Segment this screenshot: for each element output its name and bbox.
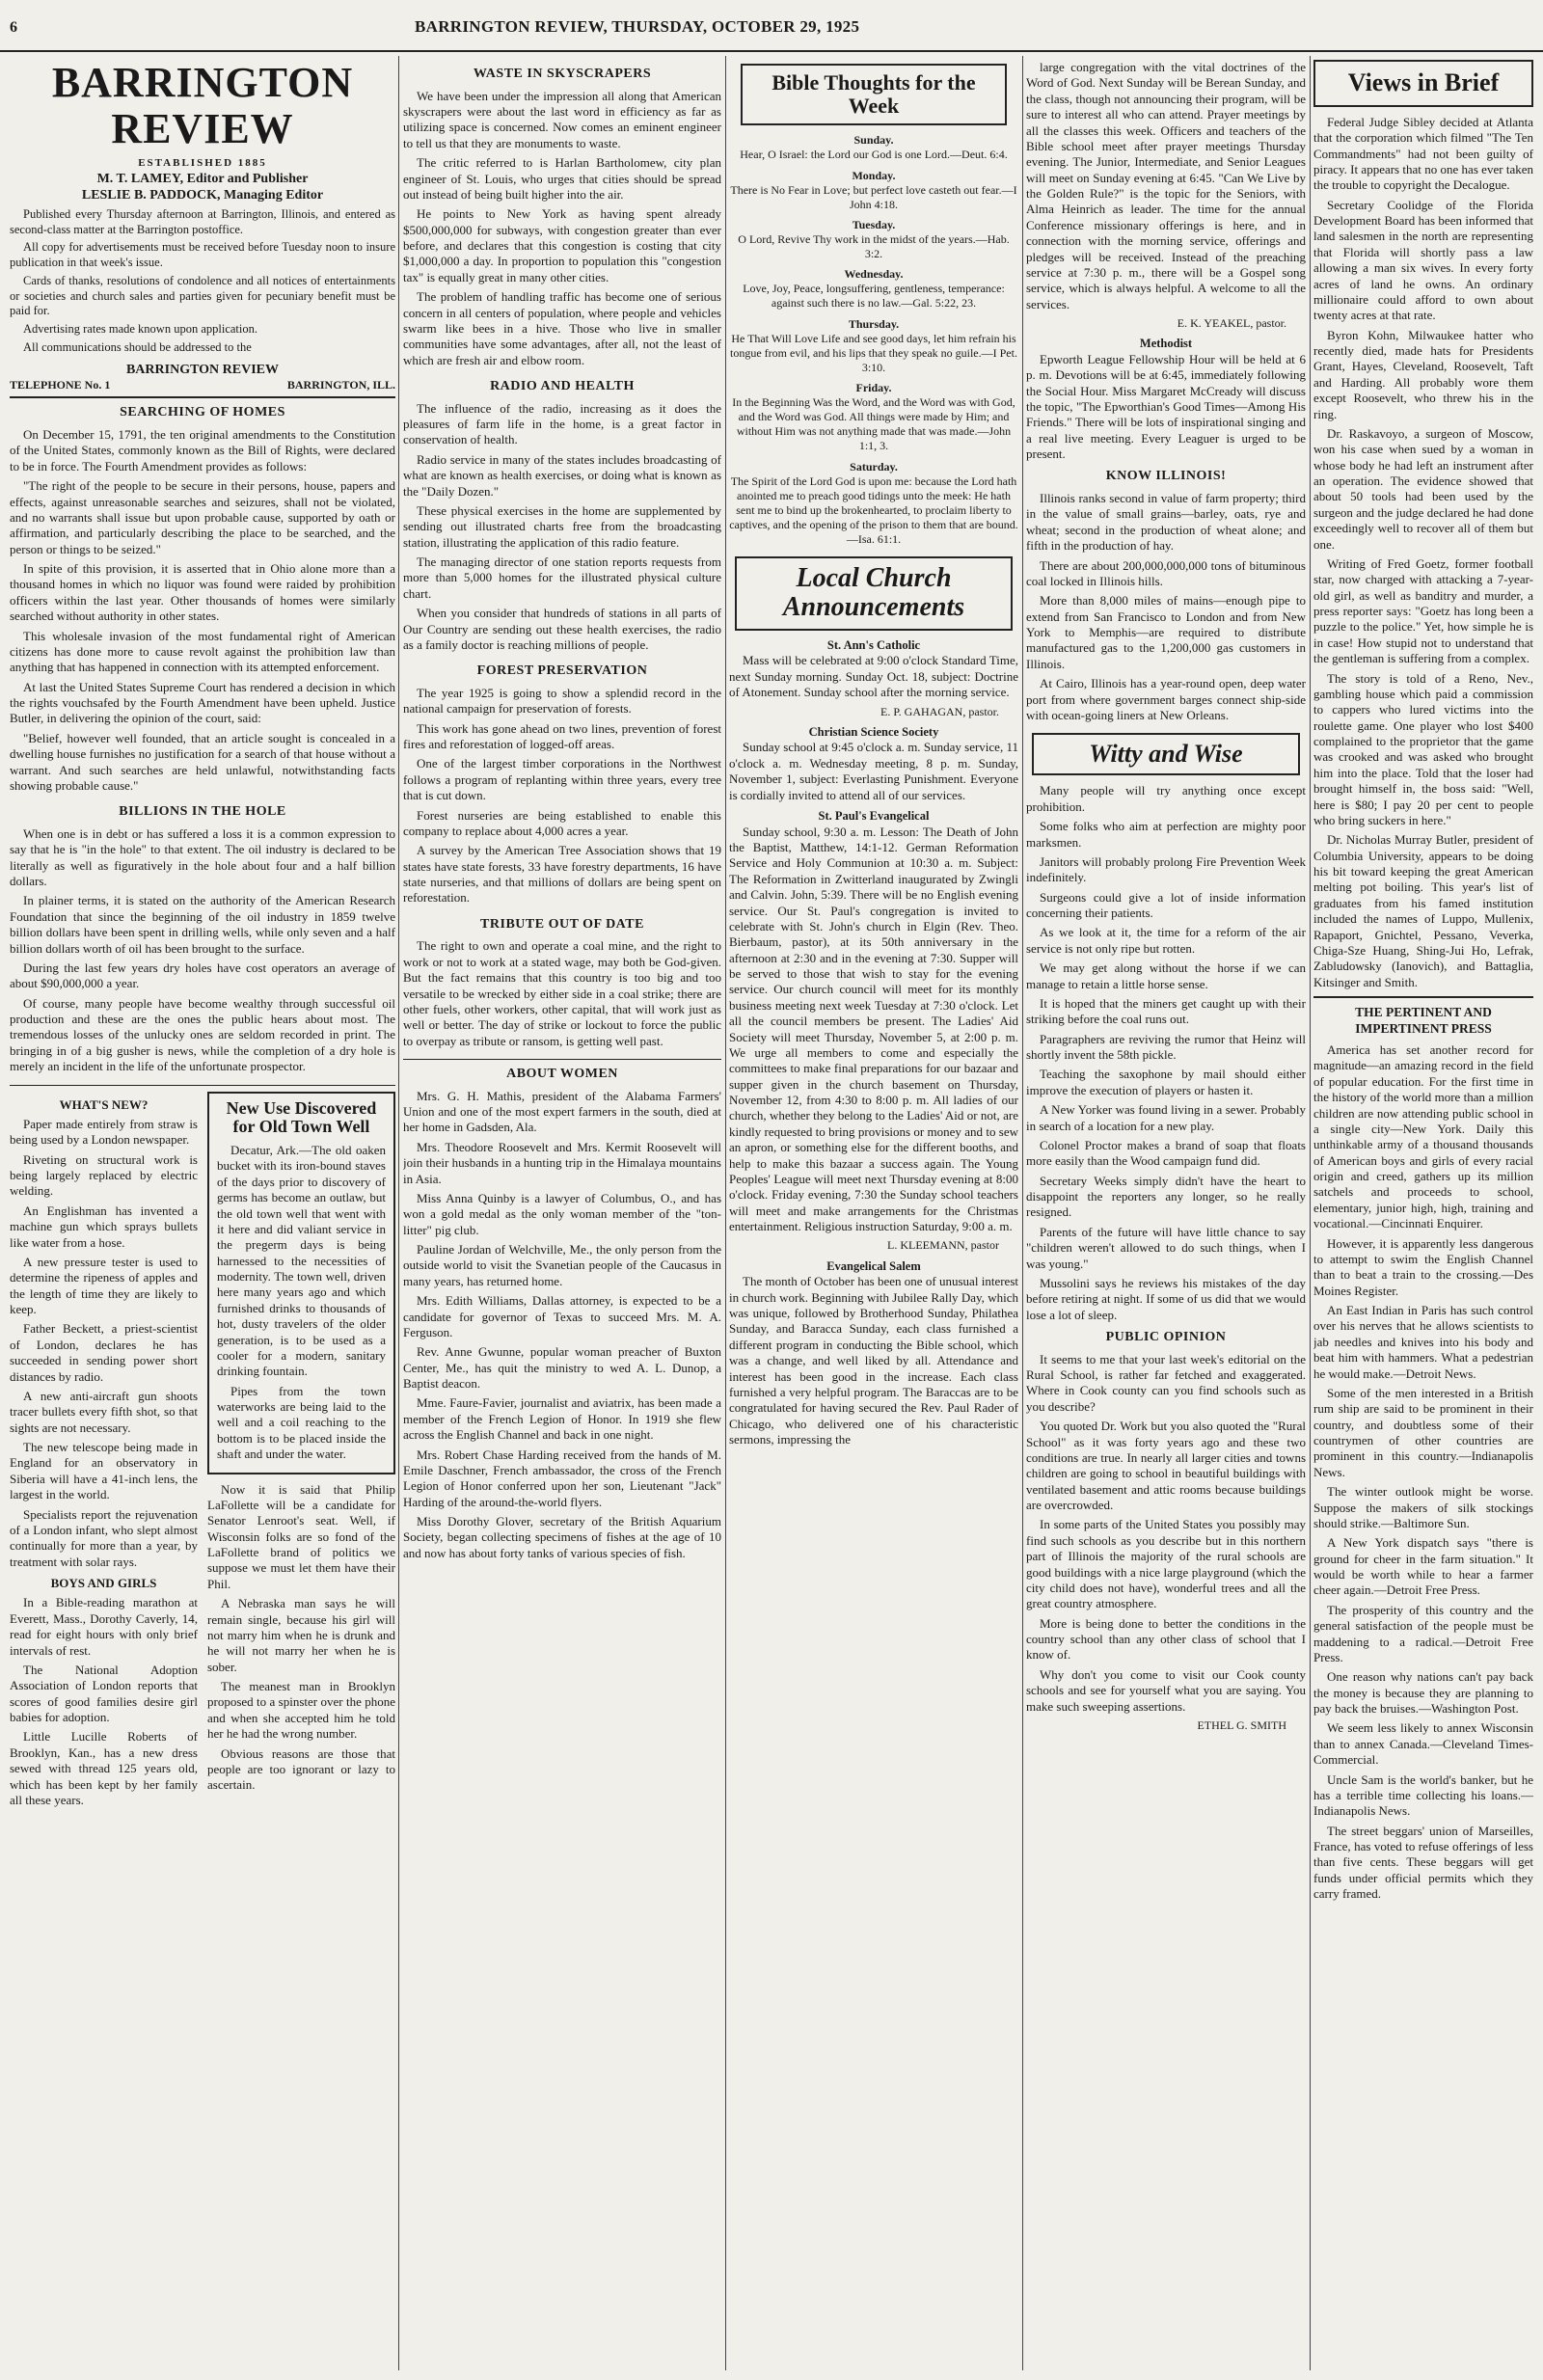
verse: In the Beginning Was the Word, and the Word was with God, and the Word was God. All things were made by Him; and without Him was not anything made that was made.—John 1:1, 3. [732, 395, 1015, 453]
page-number: 6 [10, 19, 17, 36]
box-body [217, 1143, 386, 1463]
witty-wise-list [1026, 783, 1306, 1323]
church-signature: E. K. YEAKEL, pastor. [1177, 316, 1286, 330]
column-2 [403, 60, 721, 2370]
paragraph: This wholesale invasion of the most fundamental right of American citizens has done more to cause revolt against the prohibition law than anything that has happened in connection with its attempted enforcement. [10, 628, 395, 675]
church-name: Methodist [1139, 337, 1193, 351]
list-item: Mussolini says he reviews his mistakes of the day before retiring at night. If some of us did that we would lose a lot of sleep. [1026, 1275, 1306, 1322]
paragraph: The critic referred to is Harlan Bartholomew, city plan engineer of St. Louis, who urges that cities should be spread out instead of being built higher into the air. [403, 155, 721, 202]
witty-wise-banner: Witty and Wise [1032, 733, 1300, 775]
paragraph: Why don't you come to visit our Cook county schools and see for yourself what you are saying. You make such sweeping assertions. [1026, 1666, 1306, 1714]
box-title: New Use Discovered for Old Town Well [226, 1097, 377, 1137]
list-item: Writing of Fred Goetz, former football star, now charged with attacking a 7-year-old girl, as well as banditry and murder, a press reporter says: "Goetz has long been a puzzle to the police." Yet, how simple he is in case! How stupid not to understand that the gentleman is suffering from a complex. [1313, 555, 1533, 666]
bible-thoughts [729, 133, 1018, 547]
verse: There is No Fear in Love; but perfect love casteth out fear.—I John 4:18. [730, 182, 1017, 211]
masthead-title: BARRINGTON REVIEW [51, 60, 354, 153]
church-signature: L. KLEEMANN, pastor [887, 1238, 999, 1253]
paragraph: When you consider that hundreds of stations in all parts of Our Country are sending out these health exercises, the radio as a family doctor is reaching millions of people. [403, 606, 721, 652]
list-item: Little Lucille Roberts of Brooklyn, Kan., has a new dress sewed with thread 125 years old, which has been kept by her family all these years. [10, 1729, 198, 1807]
editor-line: M. T. LAMEY, Editor and Publisher [96, 171, 309, 186]
list-item: Teaching the saxophone by mail should either improve the execution of players or hasten it. [1026, 1067, 1306, 1097]
list-item: Federal Judge Sibley decided at Atlanta that the corporation which filmed "The Ten Commandments" had not been guilty of piracy. It appears that no one has ever taken the trouble to copyright the Decalogue. [1313, 114, 1533, 193]
column-3 [729, 60, 1018, 2370]
list-item: The winter outlook might be worse. Suppose the makers of silk stockings should strike.—Baltimore Sun. [1313, 1484, 1533, 1530]
paragraph: It seems to me that your last week's editorial on the Rural School, is rather far fetched and exaggerated. Where in Cook county can you find schools such as you describe? [1026, 1351, 1306, 1414]
day-label: Saturday. [850, 459, 898, 473]
paragraph: We have been under the impression all along that American skyscrapers were about the last word in efficiency as far as utilizing space is concerned. Now comes an eminent engineer to tell us that they are monuments to waste. [403, 88, 721, 150]
column-5 [1313, 60, 1533, 2370]
paragraph: The influence of the radio, increasing as it does the pleasures of farm life in the home, is a great factor in conservation of health. [403, 400, 721, 447]
cards-notice: Cards of thanks, resolutions of condolence and all notices of entertainments or societies and church sales and parties given for pecuniary benefit must be paid for. [10, 273, 395, 318]
paragraph: The managing director of one station reports requests from more than 5,000 homes for the illustrated physical culture chart. [403, 554, 721, 601]
list-item: It is hoped that the miners get caught up with their striking before the coal runs out. [1026, 995, 1306, 1027]
paragraph: In spite of this provision, it is asserted that in Ohio alone more than a thousand homes in which no liquor was found were raided by prohibition officers within the last year. Other thousands of homes were similarly searched without authority in other states. [10, 561, 395, 624]
list-item: We seem less likely to annex Wisconsin than to annex Canada.—Cleveland Times-Commercial. [1313, 1720, 1533, 1768]
communications-notice: All communications should be addressed to the [23, 339, 252, 354]
list-item: Dr. Nicholas Murray Butler, president of Columbia University, appears to be doing his bit toward keeping the great American melting pot boiling. This year's list of graduates from his famed institution included the names of Luppo, Mullenix, Rapaport, Gnichtel, Pessano, Veverka, Chiga-Sze Huang, Shing-Jui Ho, Lefrak, Zabludowsky (Ianovich), and Battaglia, Kitsinger and Smith. [1313, 832, 1533, 989]
rates-notice: Advertising rates made known upon application. [23, 322, 257, 337]
editorial-searching-homes [10, 404, 395, 794]
paragraph: More is being done to better the conditions in the country school than any other class of school that I know of. [1026, 1615, 1306, 1663]
article-body [403, 686, 721, 906]
article-title: RADIO AND HEALTH [490, 379, 635, 393]
article-body [403, 89, 721, 368]
article-title: PUBLIC OPINION [1105, 1330, 1227, 1345]
paragraph: On December 15, 1791, the ten original amendments to the Constitution of the United States, commonly known as the Bill of Rights, were declared to be in force. The Fourth Amendment provides as follows: [10, 427, 395, 473]
church-name: Evangelical Salem [826, 1258, 921, 1273]
paragraph: The problem of handling traffic has become one of serious concern in all centers of population, where people and vehicles swarm like bees in a hive. Those who live in smaller communities have some advantages, after all, not the least of which are fresh air and elbow room. [403, 289, 721, 367]
column-1 [10, 60, 395, 2370]
list-item: America has set another record for magnitude—an amazing record in the field of popular education. For the first time in the history of the world more than a million children are now attending public school in a single city—New York. Daily this unthinkable army of a thousand thousands of American boys and girls of every racial origin and creed, gathers up its million satchels and proceeds to school, elementary, junior high, high, training and vocational.—Cincinnati Enquirer. [1313, 1042, 1533, 1231]
established: ESTABLISHED 1885 [138, 156, 267, 169]
know-illinois [1026, 468, 1306, 723]
column-rule [725, 56, 726, 2370]
column-4 [1026, 60, 1306, 2370]
church-announcements [729, 638, 1018, 1448]
list-item: Secretary Weeks simply didn't have the heart to disappoint the reporters any longer, so he really resigned. [1026, 1173, 1306, 1220]
verse: The Spirit of the Lord God is upon me: because the Lord hath anointed me to preach good tidings unto the meek: He hath sent me to bind up the brokenhearted, to proclaim liberty to captives, and the opening of the prison to them that are bound.—Isa. 61:1. [729, 473, 1018, 547]
divider [403, 1059, 721, 1060]
article-title: TRIBUTE OUT OF DATE [480, 916, 644, 932]
day-label: Wednesday. [844, 267, 904, 282]
article-body [1026, 1352, 1306, 1733]
church-name: St. Ann's Catholic [826, 637, 921, 652]
church-name: Christian Science Society [808, 724, 939, 739]
list-item: Dr. Raskavoyo, a surgeon of Moscow, won his case when sued by a woman in whose body he had left an instrument after an operation. The evidence showed that about 50 tools had been used by the surgeon and the judge declared he had done exceedingly well to recover all of them but one. [1313, 425, 1533, 552]
article-title: BOYS AND GIRLS [50, 1576, 157, 1590]
list-item: Obvious reasons are those that people are too ignorant or lazy to ascertain. [207, 1745, 395, 1793]
list-item: Uncle Sam is the world's banker, but he has a terrible time collecting his loans.—Indianapolis News. [1313, 1771, 1533, 1819]
paragraph: The year 1925 is going to show a splendid record in the national campaign for preservation of forests. [403, 685, 721, 717]
list-item: Mrs. Theodore Roosevelt and Mrs. Kermit Roosevelt will join their husbands in a hunting trip in the Himalaya mountains in Asia. [403, 1139, 721, 1186]
list-item: We may get along without the horse if we can manage to retain a little horse sense. [1026, 960, 1306, 991]
copy-notice: All copy for advertisements must be received before Tuesday noon to insure publication in that week's issue. [10, 240, 395, 270]
telephone-line [10, 378, 395, 392]
masthead-address-name: BARRINGTON REVIEW [125, 362, 280, 377]
list-item: Some of the men interested in a British rum ship are said to be prominent in their country, and doubtless some of their countrymen of other countries are prominent in this country.—Indianapolis News. [1313, 1385, 1533, 1479]
editorial-skyscrapers [403, 66, 721, 368]
day-label: Sunday. [853, 133, 894, 148]
paragraph: A survey by the American Tree Association shows that 19 states have state forests, 33 have forestry departments, 16 have state nurseries, and that millions of dollars are being spent on reforestation. [403, 843, 721, 906]
paragraph: During the last few years dry holes have cost operators an average of about $90,000,000 a year. [10, 960, 395, 991]
list-item: As we look at it, the time for a reform of the air service is not only ripe but rotten. [1026, 925, 1306, 956]
church-continued [1026, 60, 1306, 462]
list-item: Miss Anna Quinby is a lawyer of Columbus, O., and has won a gold medal as the only woman member of the "ton-litter" pig club. [403, 1190, 721, 1237]
paragraph: This work has gone ahead on two lines, prevention of forest fires and reforestation of logged-off areas. [403, 720, 721, 751]
column-rule [398, 56, 399, 2370]
day-label: Monday. [852, 168, 896, 182]
list-item: Now it is said that Philip LaFollette will be a candidate for Senator Lenroot's seat. Well, if Wisconsin folks are so fond of the LaFollette brand of politics we suppose we must let them have their Phil. [207, 1481, 395, 1591]
church-text: Sunday school, 9:30 a. m. Lesson: The Death of John the Baptist, Matthew, 14:1-12. German Reformation Service and Holy Communion at 10:30 a. m. Subject: The Reformation in Zwitterland inaugurated by Zwingli and Calvin. John, 5:39. There will be no English evening service. Our St. Paul's congregation is invited to celebrate with St. John's church in Elgin (Rev. Theo. Bierbaum, pastor), at its 50th anniversary in the afternoon at 2:30 and in the evening at 7:30. Supper will be served to those that wish to stay for the evening service. Our church council will meet for its monthly business meeting next week Tuesday at 7:30 o'clock. Let all the council members be present. The Ladies' Aid Society will meet Thursday, November 5, at 2:00 p. m. We urge all members to come and especially the committees to make final preparations for our bazaar and supper given in the church basement on Thursday, November 12, from 4:30 to 8:00 p. m. All ladies of our church, whether they belong to the Ladies' Aid or not, are kindly requested to bring provisions or money and to sew an apron, or something else for the different booths, and help to make this bazaar a success again. The Young Peoples' League will meet next Thursday evening at 8:00 o'clock. Friday evening, 7:30 the Sunday school teachers will meet and make arrangements for the Christmas entertainment. Religious instruction Saturday, 9:00 a. m. [729, 824, 1018, 1234]
views-in-brief-title: Views in Brief [1313, 60, 1533, 107]
verse: Hear, O Israel: the Lord our God is one Lord.—Deut. 6:4. [740, 148, 1008, 162]
list-item: Surgeons could give a lot of inside information concerning their patients. [1026, 889, 1306, 921]
pertinent-press [1313, 1042, 1533, 1903]
list-item: Riveting on structural work is being largely replaced by electric welding. [10, 1151, 198, 1199]
day-label: Tuesday. [852, 217, 896, 231]
day-label: Thursday. [848, 316, 900, 331]
column-rule [1310, 56, 1311, 2370]
list-item: Rev. Anne Gwunne, popular woman preacher of Buxton Center, Me., has quit the ministry to wed A. L. Dunop, a Baptist deacon. [403, 1344, 721, 1391]
verse: Love, Joy, Peace, longsuffering, gentleness, temperance: against such there is no law.—Gal. 5:22, 23. [743, 282, 1005, 311]
list-item: Byron Kohn, Milwaukee hatter who recently died, made hats for Presidents Grant, Hayes, Cleveland, Roosevelt, Taft and Harding. All probably wore them except Roosevelt, who threw his in the ring. [1313, 327, 1533, 421]
list-item: A new pressure tester is used to determine the ripeness of apples and the length of time they are likely to keep. [10, 1254, 198, 1316]
list-item: A New Yorker was found living in a sewer. Probably in search of a location for a new play. [1026, 1102, 1306, 1133]
bible-thoughts-title: Bible Thoughts for the Week [741, 64, 1007, 125]
paragraph: When one is in debt or has suffered a loss it is a common expression to say that he is "in the hole" to that extent. The oil industry is declared to be literally as well as figuratively in the hole about four and a half billion dollars. [10, 825, 395, 888]
list-item: Specialists report the rejuvenation of a London infant, who slept almost continually for more than a year, by treatment with solar rays. [10, 1506, 198, 1569]
list-item: The meanest man in Brooklyn proposed to a spinster over the phone and when she accepted him he told her he had the wrong number. [207, 1679, 395, 1742]
new-use-box [207, 1092, 395, 1474]
list-item: Many people will try anything once except prohibition. [1026, 783, 1306, 814]
article-title: FOREST PRESERVATION [476, 663, 648, 679]
paragraph: These physical exercises in the home are supplemented by sending out illustrated charts free from the broadcasting station, illustrating the application of this radio feature. [403, 502, 721, 550]
article-body [10, 427, 395, 794]
verse: He That Will Love Life and see good days, let him refrain his tongue from evil, and his lips that they speak no guile.—I Pet. 3:10. [730, 331, 1017, 374]
boys-girls-list [10, 1595, 198, 1808]
telephone: TELEPHONE No. 1 [10, 378, 111, 392]
page-header [0, 10, 1543, 52]
about-women [403, 1066, 721, 1561]
article-body [10, 826, 395, 1075]
pertinent-press-title: THE PERTINENT AND IMPERTINENT PRESS [1313, 996, 1533, 1037]
list-item: In a Bible-reading marathon at Everett, Mass., Dorothy Caverly, 14, read for eight hours with only brief intervals of rest. [10, 1595, 198, 1658]
list-item: Janitors will probably prolong Fire Prevention Week indefinitely. [1026, 853, 1306, 885]
lower-section [10, 1092, 395, 1813]
list-item: One reason why nations can't pay back the money is because they are planning to pay back the bruises.—Washington Post. [1313, 1669, 1533, 1716]
verse: O Lord, Revive Thy work in the midst of the years.—Hab. 3:2. [738, 232, 1010, 261]
article-title: ABOUT WOMEN [506, 1067, 618, 1081]
list-item: The prosperity of this country and the general satisfaction of the people must be maddening to a radical.—Detroit Free Press. [1313, 1602, 1533, 1664]
masthead [10, 60, 395, 398]
church-text: The month of October has been one of unusual interest in church work. Beginning with Jubilee Rally Day, which was unique, followed by Brotherhood Sunday, Philathea Sunday, and Baracca Sunday, each class furnished a different program in conducting the Bible school, which was a change, and well liked by all. Attendance and interest has been good in the increase. Each class furnished a very helpful program. The Baraccas are to be congratulated for having secured the Rev. Paul Rader of Chicago, who delivered one of his characteristic sermons, impressing the [729, 1274, 1018, 1447]
list-item: The street beggars' union of Marseilles, France, has voted to refuse offerings of less than five cents. These beggars will get funds under official permits which they carry framed. [1313, 1823, 1533, 1902]
views-in-brief [1313, 115, 1533, 990]
publication-notice: Published every Thursday afternoon at Barrington, Illinois, and entered as second-class matter at the Barrington postoffice. [10, 206, 395, 236]
article-title: WASTE IN SKYSCRAPERS [473, 67, 652, 81]
list-item: A new anti-aircraft gun shoots tracer bullets every fifth shot, so that sights are not necessary. [10, 1388, 198, 1435]
list-item: The new telescope being made in England for an observatory in Siberia will have a 41-inch lens, the largest in the world. [10, 1440, 198, 1502]
list-item: Paper made entirely from straw is being used by a London newspaper. [10, 1116, 198, 1148]
editorial-billions-hole [10, 803, 395, 1074]
editorial-tribute [403, 916, 721, 1049]
church-signature: E. P. GAHAGAN, pastor. [880, 704, 999, 718]
list-item: Pauline Jordan of Welchville, Me., the only person from the outside world to visit the Svanetian people of the Caucasus in many years, has returned home. [403, 1242, 721, 1288]
list-item: Mrs. Edith Williams, Dallas attorney, is expected to be a candidate for governor of Texas to succeed Mrs. M. A. Ferguson. [403, 1293, 721, 1339]
paragraph: Pipes from the town waterworks are being laid to the well and a coil reaching to the bottom is to be placed inside the shaft and under the water. [217, 1383, 386, 1462]
whats-new-list [10, 1117, 198, 1570]
paragraph: The right to own and operate a coal mine, and the right to work or not to work at a stated wage, may both be God-given. But the fact remains that this country is too big and too versatile to be wrecked by either side in a coal strike; there are other fuels, other workers, other capital, that will work just as well or better. The day of strike or lockout to force the public to overpay as tribute or ransom, is getting well past. [403, 938, 721, 1048]
paragraph: You quoted Dr. Work but you also quoted the "Rural School" as it was forty years ago and these two conditions are true. In nearly all larger cities and towns children are going to school in beautiful buildings with ventilated basement and attic rooms because buildings are overcrowded. [1026, 1419, 1306, 1513]
list-item: Secretary Coolidge of the Florida Development Board has been informed that land salesmen in the north are representing that Florida will shortly pass a law allowing a man six wives. In every forty acres of land he owns. An ordinary millionaire could afford to own about twenty acres at that rate. [1313, 197, 1533, 323]
list-item: Some folks who aim at perfection are mighty poor marksmen. [1026, 819, 1306, 850]
lower-right [207, 1092, 395, 1813]
paragraph: Decatur, Ark.—The old oaken bucket with its iron-bound staves of the days prior to discovery of germs has become an outlaw, but the old town well that went with it here and did valiant service in the pregerm days is being harnessed to the necessities of modernity. The town well, driven here many years ago and which furnished drinks to thousands of hot, dusty travelers of the older generation, is to be used as a cooler for a modern, sanitary drinking fountain. [217, 1143, 386, 1379]
short-items [207, 1482, 395, 1794]
paragraph: large congregation with the vital doctrines of the Word of God. Next Sunday will be Berean Sunday, and the class, though not announcing their program, will be sure to interest all who can attend. Prayer meetings by all the classes this week. Officers and teachers of the Bible school meet after prayer meetings Thursday evening. The Junior, Intermediate, and Senior Leagues will meet on Sunday evening at 6:45. "Can We Live by the Golden Rule?" is the topic for the Seniors, with Alma Heinrich as leader. The time for the annual Conference missionary offerings is here, and in connection with the morning service, offerings and pledges will be received. Instead of the preaching service at 7:30 p. m., there will be a Gospel song service, which is always helpful. A welcome to all the services. [1026, 60, 1306, 311]
paragraph: Illinois ranks second in value of farm property; third in the value of small grains—barley, oats, rye and wheat; second in the production of wheat alone; and fifth in the production of hay. [1026, 491, 1306, 554]
paragraph: One of the largest timber corporations in the Northwest follows a program of replanting within three years, every tree that is cut down. [403, 756, 721, 803]
paragraph: "The right of the people to be secure in their persons, house, papers and effects, against unreasonable searches and seizures, shall not be violated, and no warrants shall issue but upon probable cause, supported by oath or affirmation, and particularly describing the place to be searched, and the person or things to be seized." [10, 478, 395, 556]
paragraph: He points to New York as having spent already $500,000,000 for subways, with congestion greater than ever before, and declares that this congestion is costing that city $1,000,000 a day. In proportion to population this "congestion tax" is equally great in many other cities. [403, 206, 721, 284]
article-title: KNOW ILLINOIS! [1105, 469, 1227, 484]
paragraph: Forest nurseries are being established to enable this company to replace about 4,000 acres a year. [403, 807, 721, 838]
paragraph: More than 8,000 miles of mains—enough pipe to extend from San Francisco to London and from New York to Memphis—are required to distribute manufactured gas to the 1,200,000 gas customers in Illinois. [1026, 593, 1306, 671]
church-text: Sunday school at 9:45 o'clock a. m. Sunday service, 11 o'clock a. m. Wednesday meeting, 8 p. m. Sunday, November 1, subject: Everlasting Punishment. Everyone is cordially invited to attend all of our services. [729, 740, 1018, 802]
list-item: Father Beckett, a priest-scientist of London, declares he has succeeded in sending power short distances by radio. [10, 1321, 198, 1384]
paragraph: In some parts of the United States you possibly may find such schools as you describe but in this northern part of Illinois the majority of the rural schools are good buildings with a nice large playground (which the city child does not have), wonderful trees and all the great country atmosphere. [1026, 1517, 1306, 1611]
paragraph: "Belief, however well founded, that an article sought is concealed in a dwelling house furnishes no justification for a search of that house without a warrant. And such searches are held unlawful, notwithstanding facts showing probable cause." [10, 730, 395, 793]
list-item: Parents of the future will have little chance to say "children weren't allowed to do such things, when I was young." [1026, 1224, 1306, 1271]
divider [10, 1085, 395, 1086]
church-text: Epworth League Fellowship Hour will be held at 6 p. m. Devotions will be at 6:45, immediately following the Social Hour. Miss Margaret McCready will discuss the topic, "The Epworthian's Good Times—Among His Friends." There will be lots of inspirational singing and a real live meeting. Every Leaguer is urged to be present. [1026, 351, 1306, 462]
list-item: Miss Dorothy Glover, secretary of the British Aquarium Society, began collecting specimens of fishes at the age of 10 and now has about forty tanks of various species of fish. [403, 1514, 721, 1560]
local-church-banner: Local Church Announcements [735, 556, 1013, 630]
article-title: BILLIONS IN THE HOLE [119, 804, 286, 820]
day-label: Friday. [855, 381, 892, 395]
editorial-radio-health [403, 378, 721, 653]
paragraph: There are about 200,000,000,000 tons of bituminous coal locked in Illinois hills. [1026, 557, 1306, 588]
list-item: Colonel Proctor makes a brand of soap that floats more easily than the Wood campaign fund did. [1026, 1137, 1306, 1169]
column-rule [1022, 56, 1023, 2370]
article-title: WHAT'S NEW? [59, 1096, 149, 1112]
list-item: A Nebraska man says he will remain single, because his girl will not marry him when he is drunk and he will not marry her when he is sober. [207, 1596, 395, 1674]
paragraph: Radio service in many of the states includes broadcasting of what are known as health exercises, or doing what is known as the "Daily Dozen." [403, 451, 721, 499]
list-item: Mrs. Robert Chase Harding received from the hands of M. Emile Daschner, French ambassador, the cross of the French Legion of Honor conferred upon her son, Lieutenant "Jack" Harding of the around-the-world flyers. [403, 1447, 721, 1509]
paragraph: At Cairo, Illinois has a year-round open, deep water port from where government barges connect ship-side with ocean-going liners at New Orleans. [1026, 676, 1306, 722]
letter-signature: ETHEL G. SMITH [1197, 1717, 1286, 1732]
list-item: Paragraphers are reviving the rumor that Heinz will shortly invent the 58th pickle. [1026, 1031, 1306, 1063]
article-body [403, 938, 721, 1049]
article-body [1026, 491, 1306, 723]
list-item: Mme. Faure-Favier, journalist and aviatrix, has been made a member of the French Legion of Honor. In 1919 she flew across the English Channel and back in one night. [403, 1395, 721, 1443]
church-name: St. Paul's Evangelical [818, 808, 930, 823]
paragraph: In plainer terms, it is stated on the authority of the American Research Foundation that since the beginning of the oil industry in 1859 twelve billion dollars have been spent in drilling wells, while only seven and a half billion dollars worth of oil has been brought to the surface. [10, 893, 395, 956]
public-opinion [1026, 1329, 1306, 1733]
lower-left [10, 1092, 198, 1813]
editorial-forest [403, 663, 721, 906]
church-text: Mass will be celebrated at 9:00 o'clock Standard Time, next Sunday morning. Sunday Oct. 18, subject: Doctrine of Atonement. Sunday school after the morning service. [729, 653, 1018, 700]
list-item: Mrs. G. H. Mathis, president of the Alabama Farmers' Union and one of the most expert farmers in the south, died at her home in Gadsden, Ala. [403, 1088, 721, 1135]
paragraph: At last the United States Supreme Court has rendered a decision in which the rights vouchsafed by the Fourth Amendment have been upheld. Justice Butler, in delivering the opinion of the court, said: [10, 679, 395, 726]
list-item: However, it is apparently less dangerous to attempt to swim the English Channel than to beat a train to the crossing.—Des Moines Register. [1313, 1235, 1533, 1298]
article-body [403, 1089, 721, 1562]
list-item: The story is told of a Reno, Nev., gambling house which paid a commission to cappers who lured victims into the roulette game. One player who lost $400 complained to the proprietor that the game was crooked and was asked who brought him into the place. Told that the loser had brought himself in, the boss said: "Well, here is $80; I pay 20 per cent to people who bring suckers in here." [1313, 670, 1533, 827]
list-item: An Englishman has invented a machine gun which sprays bullets like water from a hose. [10, 1203, 198, 1250]
list-item: An East Indian in Paris has such control over his nerves that he allows scientists to jab needles and knives into his body and beat him with hammers. What a pedestrian he would make.—Detroit News. [1313, 1303, 1533, 1381]
list-item: The National Adoption Association of London reports that scores of good families desire girl babies for adoption. [10, 1662, 198, 1724]
running-head: BARRINGTON REVIEW, THURSDAY, OCTOBER 29, 1925 [415, 17, 860, 36]
managing-editor-line: LESLIE B. PADDOCK, Managing Editor [81, 188, 324, 203]
article-title: SEARCHING OF HOMES [120, 405, 285, 420]
list-item: A New York dispatch says "there is ground for cheer in the farm situation." It would be worth while to hear a farmer cheer again.—Detroit Free Press. [1313, 1535, 1533, 1598]
town: BARRINGTON, ILL. [286, 378, 395, 392]
article-body [403, 401, 721, 654]
paragraph: Of course, many people have become wealthy through successful oil production and these are the ones the public hears about most. The tremendous losses of the unlucky ones are seldom recorded in print. The bringing in of a big gusher is news, while the completion of a dry hole is merely an incident in the life of the unfortunate prospector. [10, 995, 395, 1074]
